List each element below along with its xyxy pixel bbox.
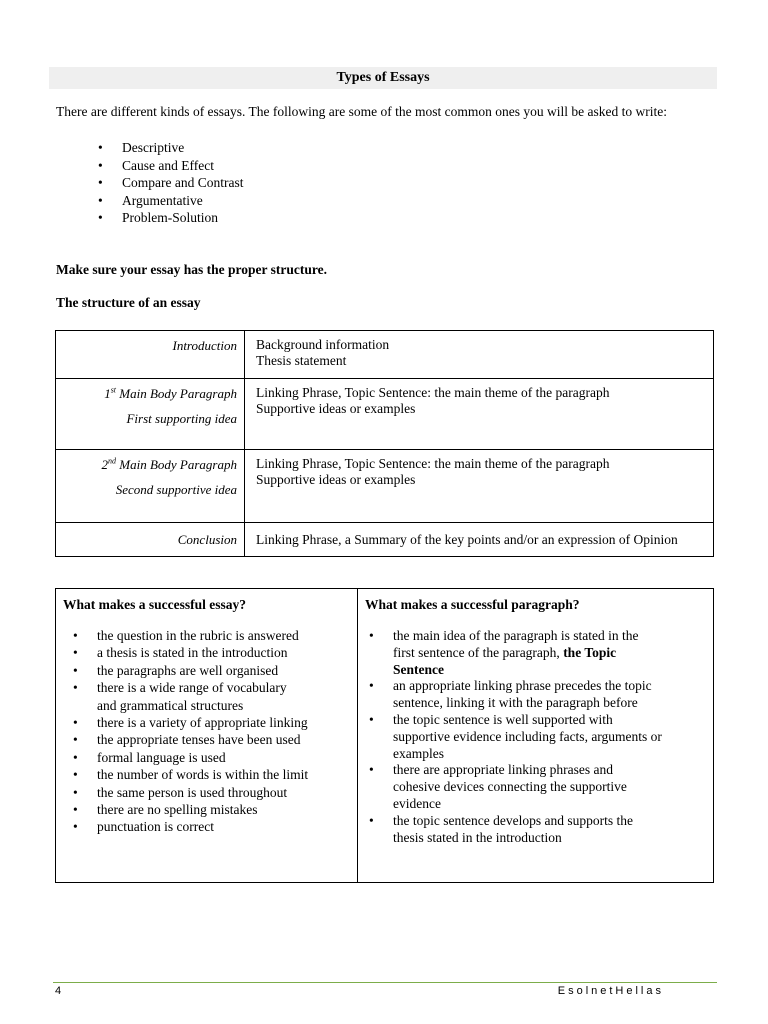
list-item: • the number of words is within the limit — [56, 766, 357, 783]
list-item: • Descriptive — [96, 139, 243, 157]
row-content — [245, 450, 714, 523]
list-item: • the topic sentence develops and supports the thesis stated in the introduction — [358, 813, 653, 847]
list-item: • there are appropriate linking phrases and cohesive devices connecting the supportive evidence — [358, 762, 653, 812]
intro-line: Thesis statement — [256, 353, 347, 368]
table-row — [56, 379, 714, 450]
list-item — [358, 628, 663, 678]
essay-structure-table — [55, 330, 714, 557]
ordinal-number: 1 — [104, 386, 111, 401]
list-item: • the same person is used throughout — [56, 784, 357, 801]
essay-checklist — [56, 627, 357, 836]
table-row — [56, 523, 714, 557]
list-item: • an appropriate linking phrase precedes the topic sentence, linking it with the paragraph before — [358, 678, 665, 712]
list-item: • Compare and Contrast — [96, 174, 243, 192]
table-row — [56, 589, 714, 883]
item-text: the main idea of the paragraph is stated in the first sentence of the paragraph, — [393, 628, 639, 660]
body2-label — [56, 457, 237, 473]
list-item: • the appropriate tenses have been used — [56, 731, 357, 748]
body1-line: Linking Phrase, Topic Sentence: the main theme of the paragraph — [256, 385, 610, 400]
list-item: • there is a variety of appropriate linking — [56, 714, 357, 731]
conclusion-label: Conclusion — [177, 531, 237, 547]
body-label-text: Main Body Paragraph — [116, 386, 237, 401]
list-item: • Cause and Effect — [96, 157, 243, 175]
row-label — [56, 450, 245, 523]
body1-sublabel: First supporting idea — [126, 411, 237, 426]
list-item: • the paragraphs are well organised — [56, 662, 357, 679]
row-content — [245, 379, 714, 450]
ordinal-number: 2 — [101, 457, 109, 472]
table-row — [56, 450, 714, 523]
table-row — [56, 331, 714, 379]
body2-line: Linking Phrase, Topic Sentence: the main theme of the paragraph — [256, 456, 610, 471]
body2-sublabel: Second supportive idea — [115, 482, 237, 497]
topic-sentence-emphasis: the Topic Sentence — [393, 644, 617, 677]
row-label — [56, 379, 245, 450]
body1-line: Supportive ideas or examples — [256, 401, 416, 416]
structure-heading: The structure of an essay — [56, 295, 201, 310]
page-title: Types of Essays — [49, 67, 717, 89]
footer-rule — [53, 982, 717, 983]
ordinal-suffix: st — [110, 385, 117, 395]
essay-checklist-title: What makes a successful essay? — [63, 597, 247, 612]
footer-brand: EsolnetHellas — [557, 985, 664, 997]
row-label — [56, 331, 245, 379]
intro-line: Background information — [256, 337, 390, 352]
body-label-text: Main Body Paragraph — [116, 457, 237, 472]
paragraph-checklist-cell — [358, 589, 714, 883]
conclusion-line: Linking Phrase, a Summary of the key points and/or an expression of Opinion — [256, 531, 678, 547]
list-item: • the topic sentence is well supported with supportive evidence including facts, arguments or examples — [358, 712, 665, 762]
ordinal-suffix: nd — [108, 456, 117, 466]
intro-paragraph: There are different kinds of essays. The following are some of the most common ones you will be asked to write: — [56, 104, 667, 119]
list-item: • punctuation is correct — [56, 818, 357, 835]
row-content — [245, 523, 714, 557]
list-item: • the question in the rubric is answered — [56, 627, 357, 644]
success-checklists-table — [55, 588, 714, 883]
list-item: • formal language is used — [56, 749, 357, 766]
paragraph-checklist-title: What makes a successful paragraph? — [365, 597, 580, 612]
list-item: • there are no spelling mistakes — [56, 801, 357, 818]
body2-line: Supportive ideas or examples — [256, 472, 416, 487]
paragraph-checklist — [358, 628, 713, 846]
list-item: • Argumentative — [96, 192, 243, 210]
list-item: • Problem-Solution — [96, 209, 243, 227]
introduction-label: Introduction — [172, 338, 237, 353]
body1-label — [56, 386, 237, 402]
essay-checklist-cell — [56, 589, 358, 883]
row-label — [56, 523, 245, 557]
list-item: • there is a wide range of vocabulary and grammatical structures — [56, 679, 307, 714]
essay-types-list — [96, 139, 243, 227]
page-number: 4 — [55, 985, 62, 997]
list-item: • a thesis is stated in the introduction — [56, 644, 357, 661]
structure-note: Make sure your essay has the proper structure. — [56, 262, 327, 277]
row-content — [245, 331, 714, 379]
